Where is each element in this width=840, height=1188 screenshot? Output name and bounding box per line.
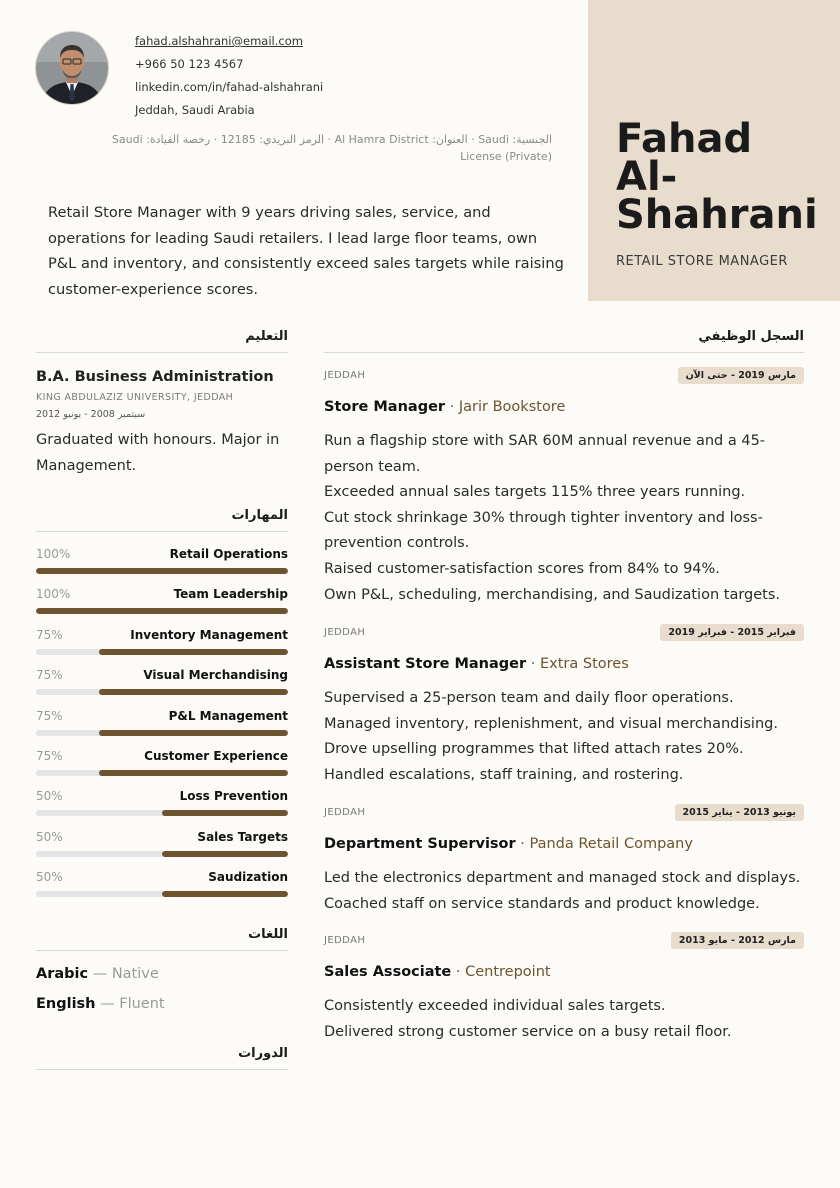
skill-name: Customer Experience [144, 748, 288, 763]
job-bullet: Supervised a 25-person team and daily floor operations. [324, 690, 734, 706]
language-name: English [36, 996, 96, 1012]
skill-percent: 50% [36, 870, 63, 885]
job-company: Extra Stores [540, 656, 629, 672]
name-panel [588, 0, 840, 301]
skill-name: Inventory Management [130, 627, 288, 642]
skill-item [36, 869, 288, 909]
education-degree: B.A. Business Administration [36, 369, 274, 385]
language-level: Fluent [119, 996, 165, 1012]
skill-bar-fill [36, 568, 288, 574]
skill-bar-fill [162, 810, 288, 816]
phone-number: +966 50 123 4567 [135, 57, 244, 71]
education-school: KING ABDULAZIZ UNIVERSITY, JEDDAH [36, 392, 234, 403]
languages-list [36, 966, 165, 1026]
job-bullets [324, 866, 804, 917]
contact-block [135, 33, 323, 125]
skill-percent: 100% [36, 587, 71, 602]
job-bullet: Exceeded annual sales targets 115% three years running. [324, 484, 746, 501]
skills-list [36, 546, 288, 910]
job-location: JEDDAH [324, 935, 366, 946]
skill-bar [36, 649, 288, 655]
job-bullet: Consistently exceeded individual sales targets. [324, 998, 666, 1014]
skill-name: P&L Management [168, 708, 288, 723]
skill-item [36, 748, 288, 788]
education-description: Graduated with honours. Major in Management. [36, 432, 280, 474]
job-title-line: Store Manager · Jarir Bookstore [324, 399, 566, 415]
job-title: Store Manager [324, 399, 446, 415]
job-bullet: Coached staff on service standards and product knowledge. [324, 895, 760, 912]
name-line: Al- [616, 154, 678, 200]
skill-item [36, 627, 288, 667]
job-bullet: Led the electronics department and managed stock and displays. [324, 870, 801, 886]
candidate-name [616, 116, 831, 238]
skill-item [36, 586, 288, 626]
name-line: Shahrani [616, 192, 818, 238]
skill-bar [36, 810, 288, 816]
skill-item [36, 667, 288, 707]
job-title: Assistant Store Manager [324, 656, 527, 672]
job-title: Sales Associate [324, 964, 452, 980]
job-bullet: Cut stock shrinkage 30% through tighter inventory and loss-prevention controls. [324, 509, 763, 552]
email-link[interactable]: fahad.alshahrani@email.com [135, 34, 303, 48]
job-bullet: Managed inventory, replenishment, and visual merchandising. [324, 715, 778, 732]
language-separator: — [95, 996, 120, 1012]
skill-bar [36, 770, 288, 776]
profile-summary: Retail Store Manager with 9 years driving sales, service, and operations for leading Saudi retailers. I lead large floor teams, own P&L and inventory, and consistently exceed sales targets while raising customer-experience scores. [48, 204, 564, 298]
skill-bar-fill [99, 770, 288, 776]
language-item [36, 966, 165, 996]
job-location: JEDDAH [324, 807, 366, 818]
skill-bar [36, 568, 288, 574]
skill-bar-fill [162, 851, 288, 857]
language-name: Arabic [36, 966, 89, 982]
job-bullet: Handled escalations, staff training, and rostering. [324, 766, 684, 783]
skill-percent: 50% [36, 789, 63, 804]
job-bullet: Raised customer-satisfaction scores from 84% to 94%. [324, 560, 720, 577]
job-role: RETAIL STORE MANAGER [616, 254, 788, 269]
job-bullet: Drove upselling programmes that lifted attach rates 20%. [324, 741, 744, 758]
skill-bar-fill [99, 730, 288, 736]
skill-bar [36, 851, 288, 857]
skill-item [36, 788, 288, 828]
skill-percent: 50% [36, 829, 63, 844]
skill-bar-fill [99, 689, 288, 695]
skill-bar [36, 730, 288, 736]
job-bullet: Delivered strong customer service on a busy retail floor. [324, 1023, 732, 1040]
skills-heading: المهارات [36, 508, 288, 532]
education-heading: التعليم [36, 329, 288, 353]
job-title-line: Assistant Store Manager · Extra Stores [324, 656, 629, 672]
location-text: Jeddah, Saudi Arabia [135, 103, 255, 117]
job-dates-badge: يونيو 2013 - يناير 2015 [675, 804, 805, 821]
job-location: JEDDAH [324, 627, 366, 638]
job-bullets [324, 429, 804, 608]
skill-percent: 75% [36, 627, 63, 642]
languages-heading: اللغات [36, 927, 288, 951]
job-company: Panda Retail Company [529, 836, 693, 852]
skill-percent: 100% [36, 547, 71, 561]
skill-name: Saudization [208, 870, 288, 885]
profile-photo [36, 32, 108, 104]
skill-item [36, 708, 288, 748]
job-bullet: Run a flagship store with SAR 60M annual revenue and a 45-person team. [324, 433, 766, 475]
language-level: Native [111, 966, 159, 982]
job-dates-badge: مارس 2019 - حتى الآن [678, 367, 804, 384]
skill-name: Visual Merchandising [143, 668, 288, 683]
skill-percent: 75% [36, 708, 63, 723]
skill-bar-fill [36, 608, 288, 614]
skill-name: Team Leadership [173, 587, 288, 602]
job-bullet: Own P&L, scheduling, merchandising, and Saudization targets. [324, 586, 781, 603]
skill-item [36, 829, 288, 869]
job-dates-badge: فبراير 2015 - فبراير 2019 [660, 624, 804, 641]
skill-item [36, 546, 288, 586]
language-separator: — [88, 966, 112, 982]
name-line: Fahad [616, 116, 753, 162]
education-dates: سبتمبر 2008 - يونيو 2012 [36, 409, 146, 420]
skill-percent: 75% [36, 748, 63, 763]
skill-name: Sales Targets [197, 829, 288, 844]
job-title: Department Supervisor [324, 836, 516, 852]
experience-heading: السجل الوظيفي [324, 329, 804, 353]
courses-heading: الدورات [36, 1046, 288, 1070]
job-bullets [324, 994, 804, 1045]
skill-name: Loss Prevention [179, 789, 288, 804]
job-bullets [324, 686, 804, 788]
skill-bar [36, 891, 288, 897]
job-dates-badge: مارس 2012 - مايو 2013 [671, 932, 804, 949]
skill-bar-fill [99, 649, 288, 655]
skill-percent: 75% [36, 668, 63, 683]
job-title-line: Department Supervisor · Panda Retail Company [324, 836, 693, 852]
language-item [36, 996, 165, 1026]
skill-bar [36, 608, 288, 614]
skill-name: Retail Operations [169, 547, 288, 561]
job-company: Centrepoint [465, 964, 551, 980]
skill-bar-fill [162, 891, 288, 897]
job-location: JEDDAH [324, 370, 366, 381]
job-title-line: Sales Associate · Centrepoint [324, 964, 551, 980]
job-company: Jarir Bookstore [458, 399, 566, 415]
skill-bar [36, 689, 288, 695]
personal-info: الجنسية: Saudi · العنوان: Al Hamra District · الرمز البريدي: 12185 · رخصة القيادة: Saudi License (Private) [111, 133, 552, 163]
linkedin-link[interactable]: linkedin.com/in/fahad-alshahrani [135, 80, 324, 94]
